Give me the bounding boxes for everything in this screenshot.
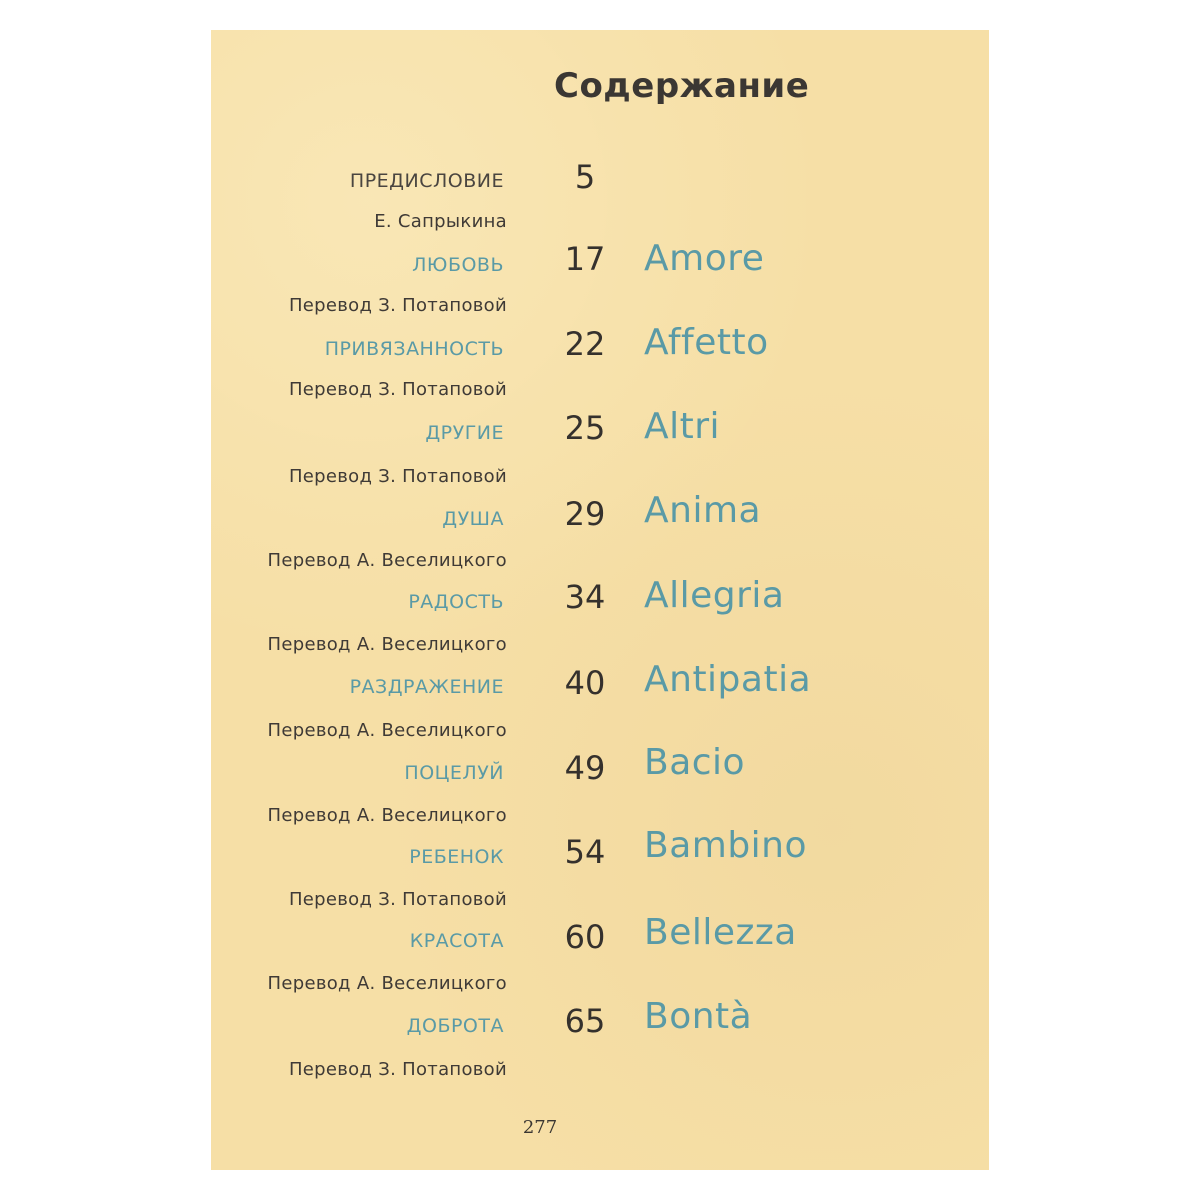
entry-title-ru: РАЗДРАЖЕНИЕ — [349, 676, 504, 698]
entry-title-ru: ЛЮБОВЬ — [412, 254, 504, 276]
entry-title-it: Altri — [644, 406, 721, 447]
entry-title-it: Bontà — [644, 996, 753, 1037]
entry-page-number: 29 — [564, 495, 606, 533]
entry-translator: Перевод З. Потаповой — [288, 295, 507, 316]
entry-page-number: 34 — [564, 578, 606, 616]
entry-title-ru: ДРУГИЕ — [425, 422, 504, 444]
entry-page-number: 49 — [564, 749, 606, 787]
entry-page-number: 40 — [564, 664, 606, 702]
entry-title-ru: ПОЦЕЛУЙ — [404, 762, 504, 784]
entry-page-number: 65 — [564, 1002, 606, 1040]
entry-translator: Перевод З. Потаповой — [288, 1059, 507, 1080]
entry-translator: Перевод А. Веселицкого — [267, 634, 507, 655]
entry-translator: Е. Сапрыкина — [374, 211, 507, 232]
entry-title-it: Bacio — [644, 742, 746, 783]
entry-translator: Перевод А. Веселицкого — [267, 720, 507, 741]
entry-translator: Перевод А. Веселицкого — [267, 550, 507, 571]
entry-title-it: Bellezza — [644, 912, 797, 953]
entry-page-number: 54 — [564, 833, 606, 871]
entry-title-it: Allegria — [644, 575, 785, 616]
entry-translator: Перевод З. Потаповой — [288, 379, 507, 400]
page-title: Содержание — [554, 66, 810, 106]
entry-page-number: 25 — [564, 409, 606, 447]
entry-translator: Перевод З. Потаповой — [288, 466, 507, 487]
page-folio-number: 277 — [522, 1117, 558, 1138]
entry-title-it: Affetto — [644, 322, 769, 363]
entry-page-number: 22 — [564, 325, 606, 363]
entry-translator: Перевод З. Потаповой — [288, 889, 507, 910]
entry-title-ru: КРАСОТА — [409, 930, 504, 952]
entry-page-number: 17 — [564, 240, 606, 278]
entry-title-ru: ПРИВЯЗАННОСТЬ — [324, 338, 504, 360]
entry-page-number: 60 — [564, 918, 606, 956]
entry-translator: Перевод А. Веселицкого — [267, 805, 507, 826]
entry-translator: Перевод А. Веселицкого — [267, 973, 507, 994]
entry-title-ru: РЕБЕНОК — [409, 846, 504, 868]
entry-title-ru: ПРЕДИСЛОВИЕ — [349, 170, 504, 192]
entry-title-it: Antipatia — [644, 659, 812, 700]
entry-page-number: 5 — [574, 158, 596, 196]
entry-title-ru: ДОБРОТА — [406, 1015, 504, 1037]
entry-title-ru: ДУША — [442, 508, 504, 530]
entry-title-it: Anima — [644, 490, 762, 531]
entry-title-it: Amore — [644, 238, 765, 279]
entry-title-it: Bambino — [644, 825, 808, 866]
entry-title-ru: РАДОСТЬ — [408, 591, 504, 613]
